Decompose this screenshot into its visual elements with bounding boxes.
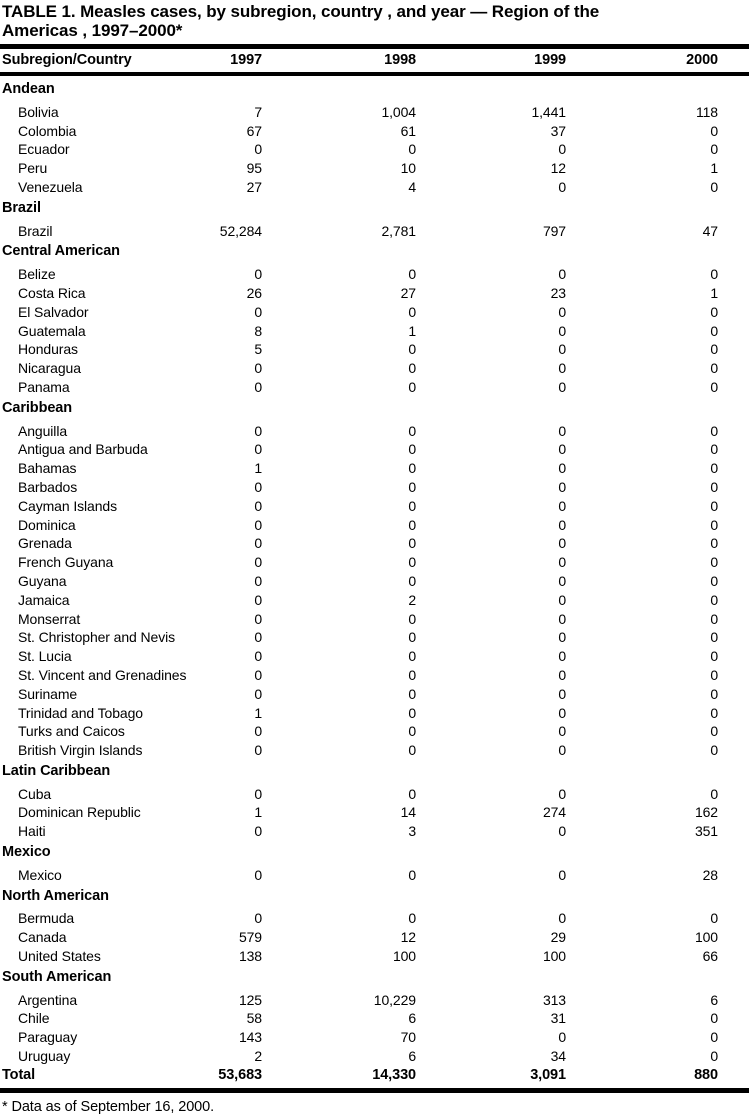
value-2000: 351 bbox=[694, 823, 718, 840]
section-header-latin-caribbean: Latin Caribbean bbox=[2, 762, 111, 779]
total-label: Total bbox=[2, 1066, 36, 1083]
value-1998: 14 bbox=[400, 804, 416, 821]
country-name: Bolivia bbox=[18, 103, 59, 120]
bottom-rule bbox=[0, 1088, 749, 1093]
country-row-monserrat bbox=[0, 610, 749, 629]
country-name: Belize bbox=[18, 266, 56, 283]
country-row-el-salvador bbox=[0, 303, 749, 322]
country-name: St. Lucia bbox=[18, 648, 72, 665]
country-row-guyana bbox=[0, 572, 749, 591]
country-name: Colombia bbox=[18, 122, 77, 139]
value-1998: 0 bbox=[408, 516, 416, 533]
value-1998: 0 bbox=[408, 742, 416, 759]
value-1999: 0 bbox=[558, 516, 566, 533]
value-1997: 5 bbox=[254, 341, 262, 358]
value-2000: 0 bbox=[710, 341, 718, 358]
value-1997: 0 bbox=[254, 742, 262, 759]
country-row-bolivia bbox=[0, 103, 749, 122]
country-name: Guatemala bbox=[18, 322, 86, 339]
country-name: Turks and Caicos bbox=[18, 723, 125, 740]
value-1998: 0 bbox=[408, 685, 416, 702]
country-row-haiti bbox=[0, 822, 749, 841]
country-name: Dominican Republic bbox=[18, 804, 141, 821]
value-2000: 0 bbox=[710, 704, 718, 721]
value-1999: 3,091 bbox=[530, 1066, 566, 1083]
value-1999: 0 bbox=[558, 478, 566, 495]
value-2000: 0 bbox=[710, 591, 718, 608]
country-name: Cayman Islands bbox=[18, 497, 117, 514]
value-2000: 0 bbox=[710, 460, 718, 477]
country-row-paraguay bbox=[0, 1028, 749, 1047]
section-header-north-american: North American bbox=[2, 887, 109, 904]
value-1999: 0 bbox=[558, 572, 566, 589]
value-2000: 0 bbox=[710, 910, 718, 927]
value-2000: 0 bbox=[710, 572, 718, 589]
value-1997: 0 bbox=[254, 629, 262, 646]
value-2000: 1 bbox=[710, 160, 718, 177]
value-2000: 0 bbox=[710, 266, 718, 283]
value-2000: 0 bbox=[710, 1029, 718, 1046]
country-row-bermuda bbox=[0, 909, 749, 928]
country-name: Brazil bbox=[18, 222, 53, 239]
value-2000: 0 bbox=[710, 666, 718, 683]
value-1998: 0 bbox=[408, 572, 416, 589]
value-1997: 58 bbox=[246, 1010, 262, 1027]
value-1998: 0 bbox=[408, 535, 416, 552]
value-1998: 0 bbox=[408, 866, 416, 883]
value-1997: 0 bbox=[254, 478, 262, 495]
value-1999: 797 bbox=[542, 222, 566, 239]
country-name: Chile bbox=[18, 1010, 50, 1027]
value-1997: 0 bbox=[254, 141, 262, 158]
section-header-mexico: Mexico bbox=[2, 844, 51, 861]
country-name: Venezuela bbox=[18, 178, 83, 195]
value-1999: 34 bbox=[550, 1048, 566, 1065]
value-2000: 0 bbox=[710, 629, 718, 646]
value-1998: 0 bbox=[408, 648, 416, 665]
value-1997: 0 bbox=[254, 591, 262, 608]
value-1998: 0 bbox=[408, 785, 416, 802]
value-1999: 0 bbox=[558, 178, 566, 195]
value-2000: 0 bbox=[710, 378, 718, 395]
country-row-bahamas bbox=[0, 459, 749, 478]
value-1998: 14,330 bbox=[372, 1066, 416, 1083]
column-header-2000: 2000 bbox=[686, 52, 718, 68]
value-2000: 118 bbox=[695, 103, 718, 120]
country-row-st-lucia bbox=[0, 647, 749, 666]
country-name: Barbados bbox=[18, 478, 78, 495]
country-name: Paraguay bbox=[18, 1029, 78, 1046]
value-1997: 0 bbox=[254, 360, 262, 377]
value-2000: 880 bbox=[694, 1066, 718, 1083]
value-2000: 162 bbox=[694, 804, 718, 821]
value-1998: 0 bbox=[408, 610, 416, 627]
country-name: Haiti bbox=[18, 823, 46, 840]
country-row-nicaragua bbox=[0, 359, 749, 378]
value-1999: 0 bbox=[558, 460, 566, 477]
value-1999: 1,441 bbox=[531, 103, 566, 120]
value-1997: 0 bbox=[254, 610, 262, 627]
country-name: Monserrat bbox=[18, 610, 81, 627]
value-1999: 0 bbox=[558, 497, 566, 514]
value-2000: 28 bbox=[702, 866, 718, 883]
value-1998: 0 bbox=[408, 141, 416, 158]
value-1998: 0 bbox=[408, 378, 416, 395]
value-2000: 66 bbox=[702, 948, 718, 965]
value-2000: 0 bbox=[710, 610, 718, 627]
country-row-turks-and-caicos bbox=[0, 722, 749, 741]
value-2000: 0 bbox=[710, 478, 718, 495]
country-row-anguilla bbox=[0, 422, 749, 441]
country-row-canada bbox=[0, 928, 749, 947]
value-1998: 0 bbox=[408, 478, 416, 495]
value-1997: 1 bbox=[254, 804, 262, 821]
value-1998: 1,004 bbox=[381, 103, 416, 120]
country-row-barbados bbox=[0, 478, 749, 497]
value-1997: 0 bbox=[254, 685, 262, 702]
value-1997: 579 bbox=[238, 929, 262, 946]
country-row-jamaica bbox=[0, 591, 749, 610]
country-row-peru bbox=[0, 159, 749, 178]
country-name: Nicaragua bbox=[18, 360, 81, 377]
value-1999: 0 bbox=[558, 910, 566, 927]
value-1999: 0 bbox=[558, 322, 566, 339]
value-1997: 0 bbox=[254, 441, 262, 458]
value-2000: 0 bbox=[710, 497, 718, 514]
value-2000: 0 bbox=[710, 554, 718, 571]
value-1997: 1 bbox=[254, 460, 262, 477]
value-1997: 0 bbox=[254, 535, 262, 552]
value-1999: 31 bbox=[550, 1010, 566, 1027]
value-2000: 0 bbox=[710, 322, 718, 339]
country-name: Argentina bbox=[18, 991, 78, 1008]
section-header-brazil: Brazil bbox=[2, 199, 41, 216]
value-1998: 100 bbox=[392, 948, 416, 965]
column-header-1999: 1999 bbox=[534, 52, 566, 68]
value-1997: 0 bbox=[254, 666, 262, 683]
country-row-st-vincent-and-grenadines bbox=[0, 666, 749, 685]
value-1997: 0 bbox=[254, 422, 262, 439]
value-1998: 27 bbox=[400, 284, 416, 301]
value-1999: 0 bbox=[558, 341, 566, 358]
country-row-suriname bbox=[0, 685, 749, 704]
value-1998: 0 bbox=[408, 360, 416, 377]
section-header-south-american: South American bbox=[2, 968, 112, 985]
value-1997: 2 bbox=[254, 1048, 262, 1065]
section-header-andean: Andean bbox=[2, 81, 55, 97]
value-1999: 0 bbox=[558, 378, 566, 395]
value-2000: 1 bbox=[710, 284, 718, 301]
value-1998: 0 bbox=[408, 303, 416, 320]
value-1999: 0 bbox=[558, 141, 566, 158]
country-row-st-christopher-and-nevis bbox=[0, 628, 749, 647]
value-1999: 0 bbox=[558, 685, 566, 702]
value-1999: 0 bbox=[558, 648, 566, 665]
country-name: French Guyana bbox=[18, 554, 114, 571]
table-title bbox=[0, 0, 749, 40]
value-1999: 313 bbox=[542, 991, 566, 1008]
value-1999: 0 bbox=[558, 704, 566, 721]
value-1997: 7 bbox=[254, 103, 262, 120]
column-header-1998: 1998 bbox=[384, 52, 416, 68]
value-1997: 0 bbox=[254, 572, 262, 589]
country-name: Bahamas bbox=[18, 460, 77, 477]
value-1997: 0 bbox=[254, 378, 262, 395]
value-2000: 0 bbox=[710, 122, 718, 139]
section-header-central-american: Central American bbox=[2, 243, 120, 260]
country-name: Trinidad and Tobago bbox=[18, 704, 143, 721]
country-row-argentina bbox=[0, 991, 749, 1010]
value-2000: 0 bbox=[710, 178, 718, 195]
country-name: Uruguay bbox=[18, 1048, 71, 1065]
country-name: Anguilla bbox=[18, 422, 68, 439]
value-1999: 0 bbox=[558, 554, 566, 571]
country-name: St. Vincent and Grenadines bbox=[18, 666, 187, 683]
value-1998: 0 bbox=[408, 723, 416, 740]
section-header-caribbean: Caribbean bbox=[2, 399, 73, 416]
value-2000: 47 bbox=[702, 222, 718, 239]
value-1997: 143 bbox=[238, 1029, 262, 1046]
country-row-uruguay bbox=[0, 1047, 749, 1066]
country-name: British Virgin Islands bbox=[18, 742, 143, 759]
country-name: Grenada bbox=[18, 535, 72, 552]
country-row-dominican-republic bbox=[0, 803, 749, 822]
value-1999: 23 bbox=[550, 284, 566, 301]
value-1998: 70 bbox=[400, 1029, 416, 1046]
country-name: St. Christopher and Nevis bbox=[18, 629, 176, 646]
country-row-cuba bbox=[0, 785, 749, 804]
value-1999: 0 bbox=[558, 823, 566, 840]
value-2000: 0 bbox=[710, 1048, 718, 1065]
country-name: Guyana bbox=[18, 572, 67, 589]
value-1997: 0 bbox=[254, 554, 262, 571]
country-name: Peru bbox=[18, 160, 48, 177]
country-row-chile bbox=[0, 1009, 749, 1028]
value-1997: 0 bbox=[254, 266, 262, 283]
value-1998: 0 bbox=[408, 666, 416, 683]
value-1999: 0 bbox=[558, 666, 566, 683]
value-2000: 0 bbox=[710, 742, 718, 759]
country-name: Suriname bbox=[18, 685, 78, 702]
value-1998: 10 bbox=[400, 160, 416, 177]
country-row-united-states bbox=[0, 947, 749, 966]
country-row-cayman-islands bbox=[0, 497, 749, 516]
value-2000: 0 bbox=[710, 535, 718, 552]
value-1997: 0 bbox=[254, 823, 262, 840]
value-1998: 0 bbox=[408, 554, 416, 571]
country-name: Bermuda bbox=[18, 910, 75, 927]
value-1999: 0 bbox=[558, 266, 566, 283]
value-2000: 0 bbox=[710, 648, 718, 665]
column-header-1997: 1997 bbox=[230, 52, 262, 68]
table-title-line1: TABLE 1. Measles cases, by subregion, country , and year — Region of the bbox=[2, 2, 600, 21]
value-1998: 10,229 bbox=[373, 991, 416, 1008]
value-1998: 2,781 bbox=[381, 222, 416, 239]
value-2000: 0 bbox=[710, 1010, 718, 1027]
value-1998: 6 bbox=[408, 1048, 416, 1065]
country-name: Mexico bbox=[18, 866, 62, 883]
value-1997: 0 bbox=[254, 648, 262, 665]
country-name: Antigua and Barbuda bbox=[18, 441, 148, 458]
country-name: Dominica bbox=[18, 516, 76, 533]
value-2000: 0 bbox=[710, 516, 718, 533]
value-1997: 8 bbox=[254, 322, 262, 339]
value-1997: 0 bbox=[254, 303, 262, 320]
value-1997: 26 bbox=[246, 284, 262, 301]
value-1999: 0 bbox=[558, 303, 566, 320]
value-1999: 100 bbox=[542, 948, 566, 965]
value-2000: 0 bbox=[710, 441, 718, 458]
value-1999: 0 bbox=[558, 360, 566, 377]
country-name: Jamaica bbox=[18, 591, 70, 608]
country-name: Canada bbox=[18, 929, 67, 946]
value-1998: 3 bbox=[408, 823, 416, 840]
country-name: Costa Rica bbox=[18, 284, 86, 301]
value-1998: 6 bbox=[408, 1010, 416, 1027]
value-1999: 0 bbox=[558, 441, 566, 458]
total-row bbox=[0, 1066, 749, 1085]
value-1997: 0 bbox=[254, 497, 262, 514]
country-name: El Salvador bbox=[18, 303, 89, 320]
table-body bbox=[0, 76, 749, 1085]
value-1997: 95 bbox=[246, 160, 262, 177]
country-name: Panama bbox=[18, 378, 70, 395]
value-1999: 0 bbox=[558, 610, 566, 627]
country-row-belize bbox=[0, 265, 749, 284]
value-1999: 0 bbox=[558, 629, 566, 646]
value-1997: 27 bbox=[246, 178, 262, 195]
value-1997: 1 bbox=[254, 704, 262, 721]
value-1997: 0 bbox=[254, 723, 262, 740]
value-1998: 0 bbox=[408, 422, 416, 439]
country-row-dominica bbox=[0, 516, 749, 535]
value-1998: 0 bbox=[408, 497, 416, 514]
country-row-guatemala bbox=[0, 322, 749, 341]
value-1998: 61 bbox=[400, 122, 416, 139]
value-2000: 0 bbox=[710, 303, 718, 320]
country-name: Honduras bbox=[18, 341, 78, 358]
value-1998: 0 bbox=[408, 441, 416, 458]
country-row-honduras bbox=[0, 340, 749, 359]
table-title-line2: Americas , 1997–2000* bbox=[2, 21, 183, 40]
country-row-colombia bbox=[0, 122, 749, 141]
value-1999: 0 bbox=[558, 785, 566, 802]
value-2000: 0 bbox=[710, 141, 718, 158]
footnote: * Data as of September 16, 2000. bbox=[2, 1098, 215, 1114]
value-2000: 0 bbox=[710, 360, 718, 377]
value-1999: 0 bbox=[558, 535, 566, 552]
value-1999: 37 bbox=[550, 122, 566, 139]
country-row-venezuela bbox=[0, 178, 749, 197]
country-row-costa-rica bbox=[0, 284, 749, 303]
value-1999: 0 bbox=[558, 591, 566, 608]
value-1997: 138 bbox=[238, 948, 262, 965]
value-1997: 0 bbox=[254, 785, 262, 802]
value-1999: 0 bbox=[558, 742, 566, 759]
country-name: Ecuador bbox=[18, 141, 70, 158]
column-header-country: Subregion/Country bbox=[2, 52, 132, 68]
country-row-french-guyana bbox=[0, 553, 749, 572]
country-row-ecuador bbox=[0, 140, 749, 159]
value-1998: 0 bbox=[408, 704, 416, 721]
value-1997: 53,683 bbox=[218, 1066, 262, 1083]
country-row-grenada bbox=[0, 534, 749, 553]
country-row-british-virgin-islands bbox=[0, 741, 749, 760]
value-2000: 0 bbox=[710, 785, 718, 802]
value-2000: 0 bbox=[710, 723, 718, 740]
value-1998: 2 bbox=[408, 591, 416, 608]
value-1998: 0 bbox=[408, 460, 416, 477]
country-row-brazil bbox=[0, 222, 749, 241]
value-1997: 125 bbox=[238, 991, 262, 1008]
value-1999: 29 bbox=[550, 929, 566, 946]
value-1999: 12 bbox=[550, 160, 566, 177]
value-2000: 0 bbox=[710, 422, 718, 439]
value-2000: 6 bbox=[710, 991, 718, 1008]
country-row-antigua-and-barbuda bbox=[0, 440, 749, 459]
value-1997: 52,284 bbox=[219, 222, 262, 239]
value-1997: 67 bbox=[246, 122, 262, 139]
country-row-trinidad-and-tobago bbox=[0, 704, 749, 723]
value-1998: 0 bbox=[408, 910, 416, 927]
value-1999: 0 bbox=[558, 866, 566, 883]
country-row-panama bbox=[0, 378, 749, 397]
value-1999: 0 bbox=[558, 1029, 566, 1046]
value-1998: 1 bbox=[408, 322, 416, 339]
value-2000: 0 bbox=[710, 685, 718, 702]
value-1997: 0 bbox=[254, 910, 262, 927]
value-2000: 100 bbox=[694, 929, 718, 946]
value-1998: 0 bbox=[408, 629, 416, 646]
value-1999: 274 bbox=[542, 804, 566, 821]
country-name: United States bbox=[18, 948, 101, 965]
value-1999: 0 bbox=[558, 723, 566, 740]
value-1998: 0 bbox=[408, 341, 416, 358]
value-1998: 0 bbox=[408, 266, 416, 283]
value-1998: 12 bbox=[400, 929, 416, 946]
country-row-mexico bbox=[0, 866, 749, 885]
value-1999: 0 bbox=[558, 422, 566, 439]
value-1998: 4 bbox=[408, 178, 416, 195]
country-name: Cuba bbox=[18, 785, 52, 802]
value-1997: 0 bbox=[254, 866, 262, 883]
value-1997: 0 bbox=[254, 516, 262, 533]
table-header-row bbox=[0, 49, 749, 70]
